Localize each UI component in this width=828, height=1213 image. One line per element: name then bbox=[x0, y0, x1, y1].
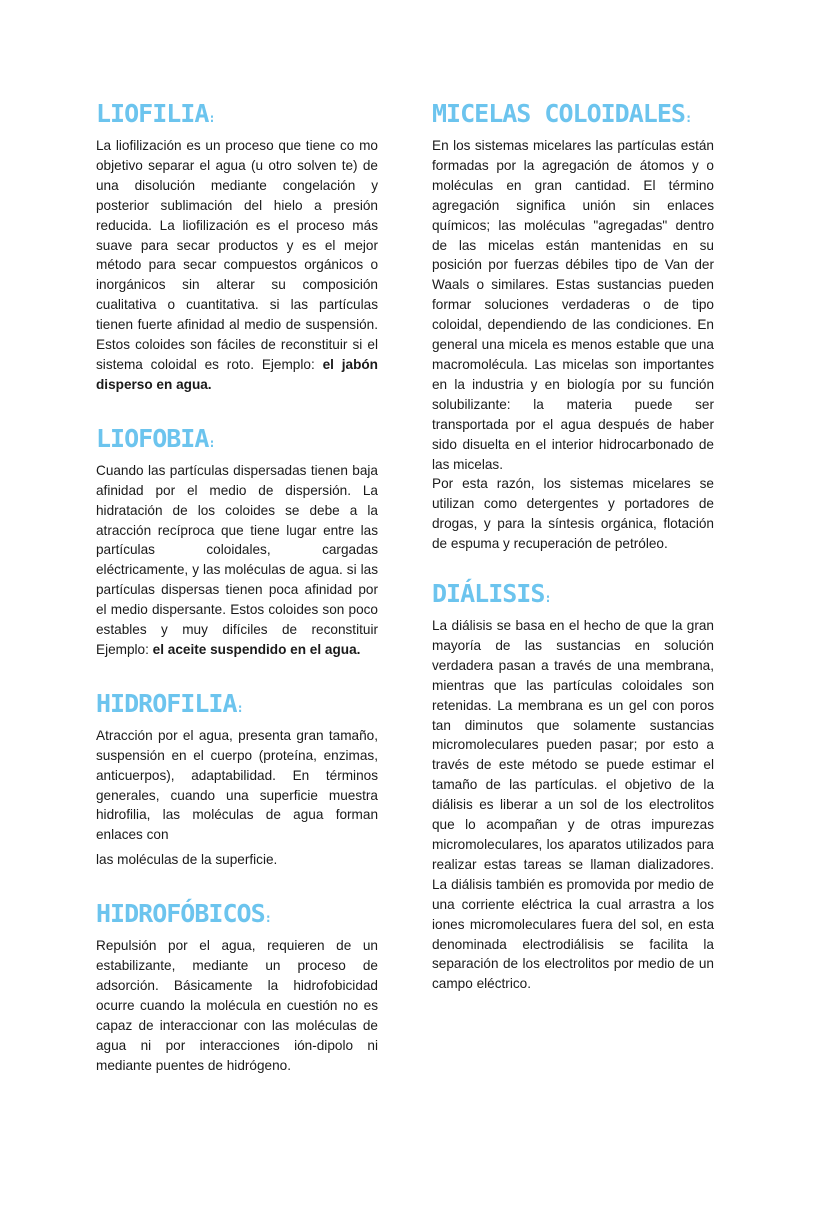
heading-liofilia: LIOFILIA: bbox=[96, 99, 216, 128]
heading-micelas-coloidales: MICELAS COLOIDALES: bbox=[432, 99, 693, 128]
example-liofobia: el aceite suspendido en el agua. bbox=[152, 641, 361, 657]
section-dialisis bbox=[432, 578, 714, 994]
example-liofilia: el jabón disperso en agua. bbox=[96, 356, 378, 392]
section-liofobia bbox=[96, 423, 378, 660]
section-hidrofilia bbox=[96, 688, 378, 870]
paragraph-hidrofilia-end: las moléculas de la superficie. bbox=[96, 852, 278, 868]
right-column bbox=[432, 98, 714, 994]
paragraph-liofilia: La liofilización es un proceso que tiene co mo objetivo separar el agua (u otro solven te) de una disolución mediante congelación y posterior sublimación del hielo a presión reducida. La liofilización es el proceso más suave para secar productos y es el mejor método para secar compuestos orgánicos o inorgánicos sin alterar su composición cualitativa o cuantitativa. si las partículas tienen fuerte afinidad al medio de suspensión. Estos coloides son fáciles de reconstituir si el sistema coloidal es roto. Ejemplo: el jabón disperso en agua. bbox=[96, 138, 378, 392]
heading-hidrofobicos: HIDROFÓBICOS: bbox=[96, 899, 272, 929]
section-hidrofobicos bbox=[96, 898, 378, 1075]
heading-liofobia: LIOFOBIA: bbox=[96, 423, 216, 453]
section-micelas-coloidales bbox=[432, 98, 714, 554]
paragraph-liofobia: Cuando las partículas dispersadas tienen baja afinidad por el medio de dispersión. La hidratación de los coloides se debe a la atracción recíproca que tiene lugar entre las partículas coloidales, cargadas eléctricamente, y las moléculas de agua. si las partículas dispersas tienen poca afinidad por el medio dispersante. Estos coloides son poco estables y muy difíciles de reconstituir Ejemplo: el aceite suspendido en el agua. bbox=[96, 462, 378, 657]
paragraph-hidrofobicos: Repulsión por el agua, requieren de un estabilizante, mediante un proceso de adsorción. Básicamente la hidrofobicidad ocurre cuando la molécula en cuestión no es capaz de interaccionar con las moléculas de agua ni por interacciones ión-dipolo ni mediante puentes de hidrógeno. bbox=[96, 938, 378, 1073]
left-column bbox=[96, 98, 378, 1076]
heading-dialisis: DIÁLISIS: bbox=[432, 579, 552, 609]
section-liofilia bbox=[96, 98, 378, 395]
heading-hidrofilia: HIDROFILIA: bbox=[96, 688, 244, 718]
paragraph-micelas-usos: Por esta razón, los sistemas micelares se utilizan como detergentes y portadores de drogas, y para la síntesis orgánica, flotación de espuma y recuperación de petróleo. bbox=[432, 476, 714, 552]
paragraph-micelas: En los sistemas micelares las partículas están formadas por la agregación de átomos y o moléculas en gran cantidad. El término agregación significa unión sin enlaces químicos; las moléculas "agregadas" dentro de las micelas están mantenidas en su posición por fuerzas débiles tipo de Van der Waals o similares. Estas sustancias pueden formar soluciones verdaderas o de tipo coloidal, dependiendo de las condiciones. En general una micela es menos estable que una macromolécula. Las micelas son importantes en la industria y en biología por su función solubilizante: la materia puede ser transportada por el agua después de haber sido disuelta en el interior hidrocarbonado de las micelas. bbox=[432, 138, 714, 472]
paragraph-hidrofilia: Atracción por el agua, presenta gran tamaño, suspensión en el cuerpo (proteína, enzimas, anticuerpos), adaptabilidad. En términos generales, cuando una superficie muestra hidrofilia, las moléculas de agua forman enlaces con bbox=[96, 727, 378, 843]
paragraph-dialisis: La diálisis se basa en el hecho de que la gran mayoría de las sustancias en solución verdadera pasan a través de una membrana, mientras que las partículas coloidales son retenidas. La membrana es un gel con poros tan diminutos que solamente sustancias micromoleculares pueden pasar; por esto a través de este método se puede estimar el tamaño de las partículas. el objetivo de la diálisis es liberar a un sol de los electrolitos que lo acompañan y de otras impurezas micromoleculares, los aparatos utilizados para realizar estas tareas se llaman dializadores. La diálisis también es promovida por medio de una corriente eléctrica la cual arrastra a los iones micromoleculares fuera del sol, en esta denominada electrodiálisis se facilita la separación de los electrolitos por medio de un campo eléctrico. bbox=[432, 618, 714, 992]
